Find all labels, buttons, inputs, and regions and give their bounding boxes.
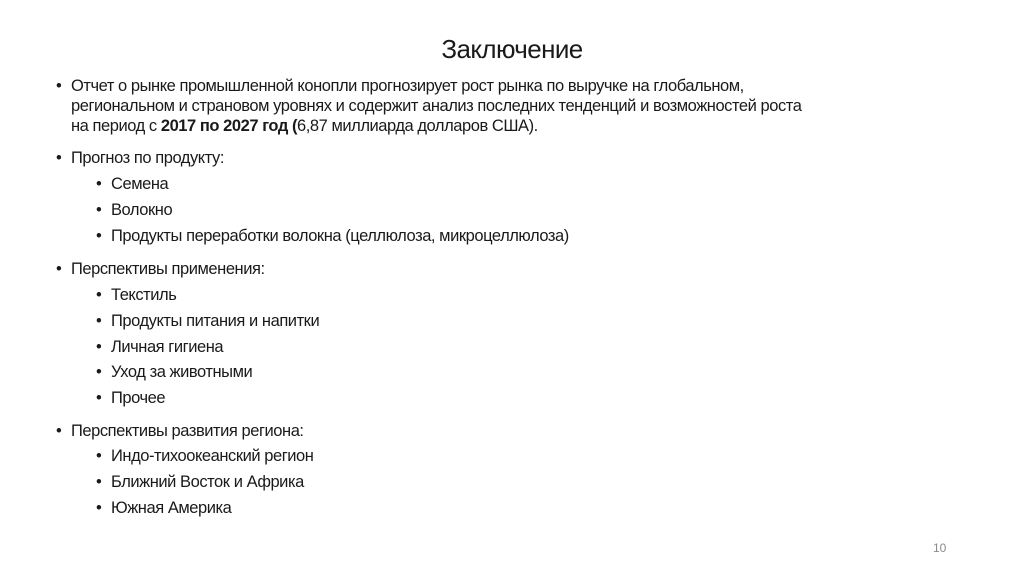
intro-line: на период с 2017 по 2027 год (6,87 миллиарда долларов США).	[71, 117, 538, 135]
list-item-text: Ближний Восток и Африка	[111, 473, 304, 491]
bullet-icon: •	[96, 363, 102, 381]
bullet-icon: •	[56, 422, 62, 440]
list-item-text: Продукты переработки волокна (целлюлоза, микроцеллюлоза)	[111, 227, 569, 245]
list-item-text: Южная Америка	[111, 499, 232, 517]
page-number: 10	[933, 541, 947, 555]
list-item	[96, 226, 569, 246]
list-item-text: Личная гигиена	[111, 338, 224, 356]
bullet-icon: •	[96, 447, 102, 465]
list-item	[96, 362, 253, 382]
list-item-text: Прочее	[111, 389, 166, 407]
list-item	[96, 388, 166, 408]
bullet-icon: •	[96, 175, 102, 193]
intro-paragraph	[56, 76, 802, 136]
section-heading	[56, 148, 224, 168]
bullet-icon: •	[96, 389, 102, 407]
list-item-text: Волокно	[111, 201, 173, 219]
section-heading	[56, 259, 265, 279]
bullet-icon: •	[56, 149, 62, 167]
intro-line: региональном и страновом уровнях и содержит анализ последних тенденций и возможностей роста	[71, 97, 802, 115]
list-item	[96, 311, 320, 331]
section-heading-text: Прогноз по продукту:	[71, 149, 224, 167]
slide-title: Заключение	[441, 34, 583, 64]
list-item-text: Семена	[111, 175, 169, 193]
list-item	[96, 498, 232, 518]
bullet-icon: •	[96, 286, 102, 304]
list-item	[96, 285, 177, 305]
bullet-icon: •	[96, 473, 102, 491]
bullet-icon: •	[96, 499, 102, 517]
bullet-icon: •	[56, 77, 62, 95]
section-heading-text: Перспективы развития региона:	[71, 422, 304, 440]
bullet-icon: •	[96, 201, 102, 219]
bullet-icon: •	[96, 338, 102, 356]
list-item	[96, 446, 314, 466]
list-item-text: Индо-тихоокеанский регион	[111, 447, 314, 465]
section-heading	[56, 421, 304, 441]
bullet-icon: •	[96, 312, 102, 330]
bullet-icon: •	[96, 227, 102, 245]
list-item	[96, 337, 224, 357]
list-item-text: Продукты питания и напитки	[111, 312, 320, 330]
list-item-text: Уход за животными	[111, 363, 253, 381]
list-item	[96, 200, 173, 220]
bullet-icon: •	[56, 260, 62, 278]
section-heading-text: Перспективы применения:	[71, 260, 265, 278]
list-item	[96, 174, 169, 194]
list-item-text: Текстиль	[111, 286, 177, 304]
intro-line: Отчет о рынке промышленной конопли прогнозирует рост рынка по выручке на глобальном,	[71, 77, 744, 95]
list-item	[96, 472, 304, 492]
